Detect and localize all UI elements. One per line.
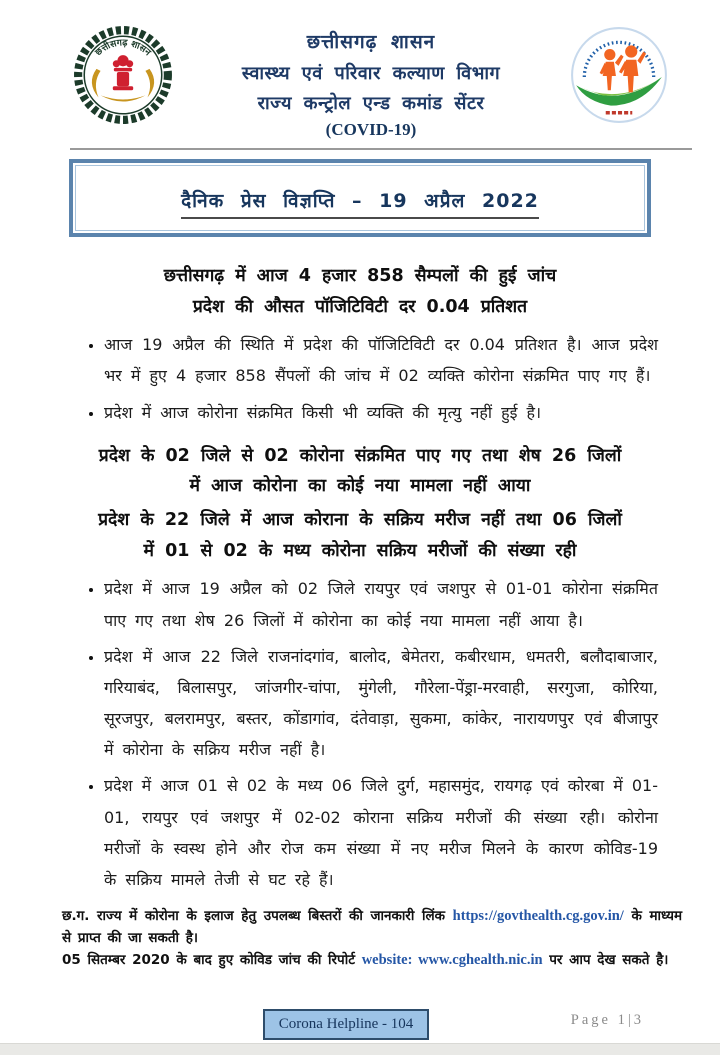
header-divider (70, 148, 692, 150)
cghealth-website-link[interactable]: website: www.cghealth.nic.in (361, 952, 543, 969)
scan-edge (0, 1043, 720, 1055)
department-name: स्वास्थ्य एवं परिवार कल्याण विभाग (241, 63, 501, 84)
page-number: Page 1|3 (570, 1012, 644, 1028)
note-test-report: 05 सितम्बर 2020 के बाद हुए कोविड जांच की रिपोर्ट website: www.cghealth.nic.in पर आप देख सकते है। (62, 952, 669, 969)
bottom-row (0, 1009, 720, 1041)
summary-heading-active-cases: प्रदेश के 22 जिले में आज कोराना के सक्रिय मरीज नहीं तथा 06 जिलों में 01 से 02 के मध्य कोरोना सक्रिय मरीजों की संख्या रही (98, 510, 622, 561)
bullet-positivity-rate: • आज 19 अप्रैल की स्थिति में प्रदेश की पॉजिटिविटी दर 0.04 प्रतिशत है। आज प्रदेश भर में हुए 4 हजार 858 सैंपलों की जांच में 02 व्यक्ति कोरोना संक्रमित पाए गए हैं। (104, 329, 658, 391)
bullet-list-districts (62, 573, 658, 895)
note-bed-info: छ.ग. राज्य में कोरोना के इलाज हेतु उपलब्ध बिस्तरों की जानकारी लिंक https://govthealth.cg.gov.in/ के माध्यम से प्राप्त की जा सकती है। (62, 908, 683, 947)
bullet-zero-active-districts: • प्रदेश में आज 22 जिले राजनांदगांव, बालोद, बेमेतरा, कबीरधाम, धमतरी, बलौदाबाजार, गरियाबंद, बिलासपुर, जांजगीर-चांपा, मुंगेली, गौरेला-पेंड्रा-मरवाही, सरगुजा, कोरिया, सूरजपुर, बलरामपुर, बस्तर, कोंडागांव, दंतेवाड़ा, सुकमा, कांकेर, नारायणपुर एवं बीजापुर में कोरोना के सक्रिय मरीज नहीं है। (104, 641, 658, 766)
bullet-new-cases-districts: • प्रदेश में आज 19 अप्रैल को 02 जिले रायपुर एवं जशपुर से 01-01 कोरोना संक्रमित पाए गए तथा शेष 26 जिलों में कोरोना का कोई नया मामला नहीं आया है। (104, 573, 658, 635)
page-title: दैनिक प्रेस विज्ञप्ति – 19 अप्रैल 2022 (181, 190, 539, 219)
emblem-arc-text: छत्तीसगढ़ शासन (93, 37, 153, 59)
corona-helpline-badge: Corona Helpline - 104 (263, 1009, 429, 1040)
bullet-no-deaths: • प्रदेश में आज कोरोना संक्रमित किसी भी व्यक्ति की मृत्यु नहीं हुई है। (104, 397, 658, 428)
masthead-text (174, 24, 568, 140)
title-box (69, 159, 651, 237)
summary-heading-new-cases: प्रदेश के 02 जिले से 02 कोरोना संक्रमित पाए गए तथा शेष 26 जिलों में आज कोरोना का कोई नया मामला नहीं आया (98, 445, 622, 497)
control-center-name: राज्य कन्ट्रोल एन्ड कमांड सेंटर (257, 93, 485, 114)
summary-heading-tests: छत्तीसगढ़ में आज 4 हजार 858 सैम्पलों की हुई जांच प्रदेश की औसत पॉजिटिविटी दर 0.04 प्रतिशत (163, 266, 557, 317)
footer-notes (0, 905, 720, 972)
bullet-active-case-counts: • प्रदेश में आज 01 से 02 के मध्य 06 जिले दुर्ग, महासमुंद, रायगढ़ एवं कोरबा में 01-01, रायपुर एवं जशपुर में 02-02 कोराना सक्रिय मरीजों की संख्या रही। कोरोना मरीजों के स्वस्थ होने और रोज कम संख्या में नए मरीज मिलने के कारण कोविड-19 के सक्रिय मामले तेजी से घट रहे हैं। (104, 770, 658, 895)
bullet-list-tests (62, 329, 658, 428)
govthealth-link[interactable]: https://govthealth.cg.gov.in/ (452, 908, 624, 925)
masthead (0, 0, 720, 140)
chhattisgarh-government-emblem-icon (72, 24, 174, 126)
government-name: छत्तीसगढ़ शासन (306, 31, 436, 53)
swasth-chhattisgarh-logo-icon (568, 24, 670, 126)
covid-label: (COVID-19) (325, 120, 417, 139)
document-body (0, 261, 720, 895)
